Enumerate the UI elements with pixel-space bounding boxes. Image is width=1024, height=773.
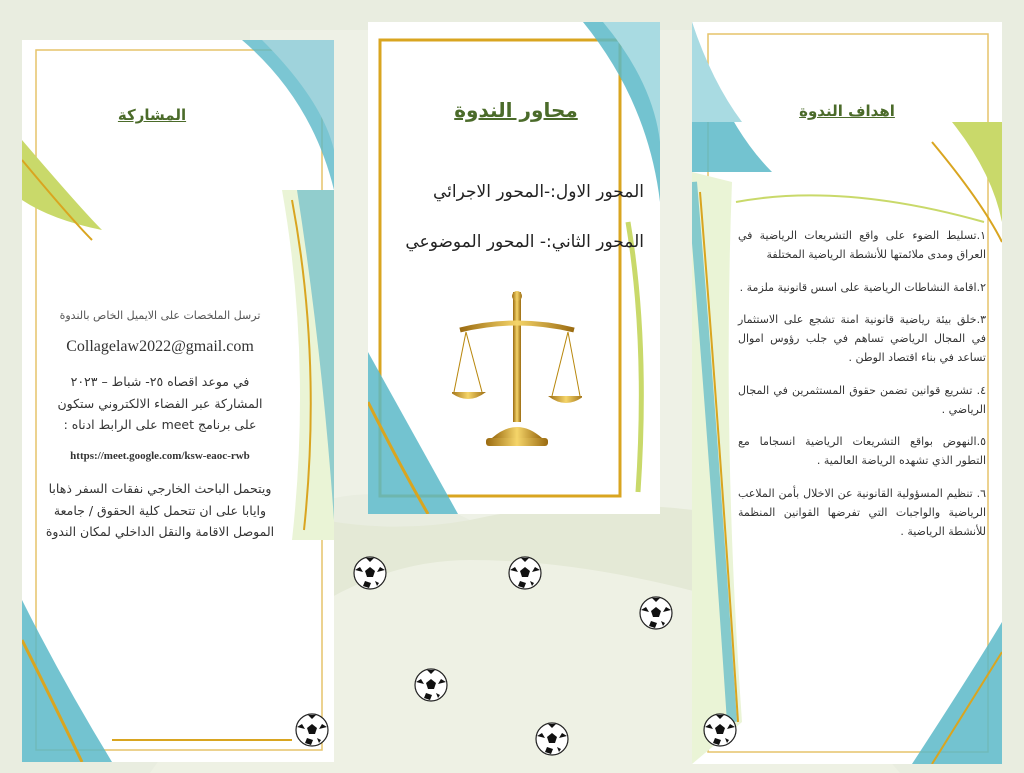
first-axis: المحور الاول:-المحور الاجرائي [433,182,644,202]
travel-cost-line-2: وايابا على ان تتحمل كلية الحقوق / جامعة [53,502,267,518]
goal-item: ٦. تنظيم المسؤولية القانونية عن الاخلال بأمن الملاعب الرياضية والواجبات التي تفرضها القوانين المنظمة للأنشطة الرياضية . [738,486,986,538]
online-participation-line: المشاركة عبر الفضاء الالكتروني ستكون [57,395,263,411]
soccer-ball-icon [535,722,569,756]
deadline-line: في موعد اقصاه ٢٥- شباط – ٢٠٢٣ [70,374,250,390]
submission-line: ترسل الملخصات على الايميل الخاص بالندوة [59,309,261,322]
meet-program-line: على برنامج meet على الرابط ادناه : [63,416,257,432]
soccer-ball-icon [508,556,542,590]
meet-link[interactable]: https://meet.google.com/ksw-eaoc-rwb [70,450,250,462]
goal-item: ٣.خلق بيئة رياضية قانونية امنة تشجع على الاستثمار في المجال الرياضي تساهم في جلب رؤوس اموال تساعد في بناء اقتصاد الوطن . [738,312,986,365]
participation-details [34,306,286,542]
goal-item: ٥.النهوض بواقع التشريعات الرياضية انسجاما مع التطور الذي تشهده الرياضة العالمية . [738,435,986,468]
goals-title: اهداف الندوة [799,102,895,120]
soccer-ball-icon [414,668,448,702]
goals-list [738,226,986,554]
soccer-ball-icon [703,713,737,747]
travel-cost-line-3: الموصل الاقامة والنقل الداخلي لمكان الندوة [45,523,275,539]
conference-email: Collagelaw2022@gmail.com [66,338,254,356]
second-axis: المحور الثاني:- المحور الموضوعي [405,232,644,252]
soccer-ball-icon [353,556,387,590]
travel-cost-line-1: ويتحمل الباحث الخارجي نفقات السفر ذهابا [48,481,272,497]
goal-item: ٢.اقامة النشاطات الرياضية على اسس قانونية ملزمة . [739,280,986,294]
goal-item: ٤. تشريع قوانين تضمن حقوق المستثمرين في المجال الرياضي . [738,383,986,416]
goals-panel [692,22,1002,764]
scales-of-justice-icon [452,288,582,458]
axes-title: محاور الندوة [454,98,578,122]
goal-item: ١.تسليط الضوء على واقع التشريعات الرياضية في العراق ومدى ملائمتها للأنشطة الرياضية المختلفة [738,229,986,262]
soccer-ball-icon [295,713,329,747]
participation-panel [22,40,334,762]
soccer-ball-icon [639,596,673,630]
axes-panel [368,22,660,514]
participation-title: المشاركة [117,106,187,124]
